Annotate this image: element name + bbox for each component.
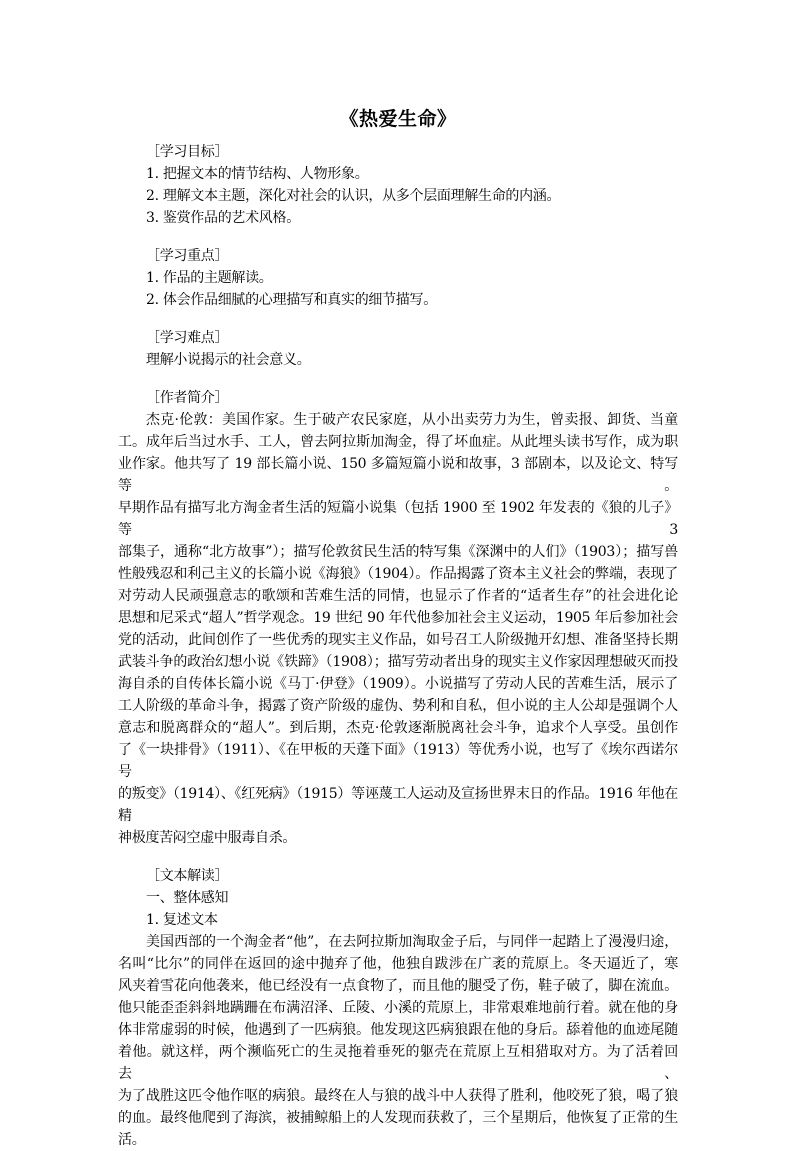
- author-line: 海自杀的自传体长篇小说《马丁·伊登》（1909）。小说描写了劳动人民的苦难生活，展示了: [118, 676, 678, 692]
- goal-item: 3. 鉴赏作品的艺术风格。: [146, 210, 300, 226]
- difficulty-text: 理解小说揭示的社会意义。: [146, 352, 311, 368]
- author-line: 业作家。他共写了 19 部长篇小说、150 多篇短篇小说和故事，3 部剧本，以及论文、特写等。: [118, 456, 678, 494]
- goals-heading: ［学习目标］: [146, 144, 229, 160]
- section-goals: [118, 141, 678, 229]
- goal-item: 1. 把握文本的情节结构、人物形象。: [146, 166, 369, 182]
- author-line: 早期作品有描写北方淘金者生活的短篇小说集（包括 1900 至 1902 年发表的《狼的儿子》等 3: [118, 500, 678, 538]
- spacer: [118, 229, 678, 245]
- author-line: 意志和脱离群众的“超人”。到后期，杰克·伦敦逐渐脱离社会斗争，追求个人享受。虽创作: [118, 720, 678, 736]
- author-line: 党的活动，此间创作了一些优秀的现实主义作品，如号召工人阶级抛开幻想、准备坚持长期: [118, 632, 678, 648]
- reading-line: 活。: [118, 1132, 146, 1148]
- author-line: 工人阶级的革命斗争，揭露了资产阶级的虚伪、势利和自私，但小说的主人公却是强调个人: [118, 698, 678, 714]
- document-title: 《热爱生命》: [339, 108, 457, 130]
- key-point-item: 1. 作品的主题解读。: [146, 270, 273, 286]
- difficulty-heading: ［学习难点］: [146, 330, 229, 346]
- reading-line: 他只能歪歪斜斜地蹒跚在布满沼泽、丘陵、小溪的荒原上，非常艰难地前行着。就在他的身: [118, 1000, 678, 1016]
- author-heading: ［作者简介］: [146, 390, 229, 406]
- reading-line: 体非常虚弱的时候，他遇到了一匹病狼。他发现这匹病狼跟在他的身后。舔着他的血迹尾随: [118, 1022, 678, 1038]
- key-point-item: 2. 体会作品细腻的心理描写和真实的细节描写。: [146, 292, 437, 308]
- section-difficulty: [118, 327, 678, 371]
- author-line: 性般残忍和利己主义的长篇小说《海狼》（1904）。作品揭露了资本主义社会的弊端，表现了: [118, 566, 678, 582]
- section-author: [118, 387, 678, 849]
- author-line: 思想和尼采式“超人”哲学观念。19 世纪 90 年代他参加社会主义运动，1905 年后参加社会: [118, 610, 678, 626]
- section-reading: [118, 865, 678, 1151]
- goal-item: 2. 理解文本主题，深化对社会的认识，从多个层面理解生命的内涵。: [146, 188, 561, 204]
- document-page: [118, 98, 678, 1151]
- reading-heading: ［文本解读］: [146, 868, 229, 884]
- spacer: [118, 849, 678, 865]
- reading-line: 美国西部的一个淘金者“他”，在去阿拉斯加淘取金子后，与同伴一起踏上了漫漫归途，: [146, 934, 678, 950]
- reading-subsection: 1. 复述文本: [146, 912, 218, 928]
- author-line: 武装斗争的政治幻想小说《铁蹄》（1908）；描写劳动者出身的现实主义作家因理想破灭而投: [118, 654, 678, 670]
- author-line: 杰克·伦敦：美国作家。生于破产农民家庭，从小出卖劳力为生，曾卖报、卸货、当童: [146, 412, 678, 428]
- author-line: 工。成年后当过水手、工人，曾去阿拉斯加淘金，得了坏血症。从此埋头读书写作，成为职: [118, 434, 678, 450]
- section-key-points: [118, 245, 678, 311]
- reading-line: 的血。最终他爬到了海滨，被捕鲸船上的人发现而获救了，三个星期后，他恢复了正常的生: [118, 1110, 678, 1126]
- author-line: 的叛变》（1914）、《红死病》（1915）等诬蔑工人运动及宣扬世界末日的作品。1916 年他在精: [118, 786, 678, 824]
- reading-section: 一、整体感知: [146, 890, 229, 906]
- reading-line: 为了战胜这匹令他作呕的病狼。最终在人与狼的战斗中人获得了胜利，他咬死了狼，喝了狼: [118, 1088, 678, 1104]
- author-line: 神极度苦闷空虚中服毒自杀。: [118, 830, 297, 846]
- author-line: 对劳动人民顽强意志的歌颂和苦难生活的同情，也显示了作者的“适者生存”的社会进化论: [118, 588, 678, 604]
- spacer: [118, 311, 678, 327]
- key-points-heading: ［学习重点］: [146, 248, 229, 264]
- reading-line: 着他。就这样，两个濒临死亡的生灵拖着垂死的躯壳在荒原上互相猎取对方。为了活着回去、: [118, 1044, 678, 1082]
- spacer: [118, 371, 678, 387]
- reading-line: 名叫“比尔”的同伴在返回的途中抛弃了他，他独自跋涉在广袤的荒原上。冬天逼近了，寒: [118, 956, 678, 972]
- author-line: 部集子，通称“北方故事”）；描写伦敦贫民生活的特写集《深渊中的人们》（1903）；描写兽: [118, 544, 678, 560]
- reading-line: 风夹着雪花向他袭来，他已经没有一点食物了，而且他的腿受了伤，鞋子破了，脚在流血。: [118, 978, 678, 994]
- author-line: 了《一块排骨》（1911）、《在甲板的天蓬下面》（1913）等优秀小说，也写了《埃尔西诺尔号: [118, 742, 678, 780]
